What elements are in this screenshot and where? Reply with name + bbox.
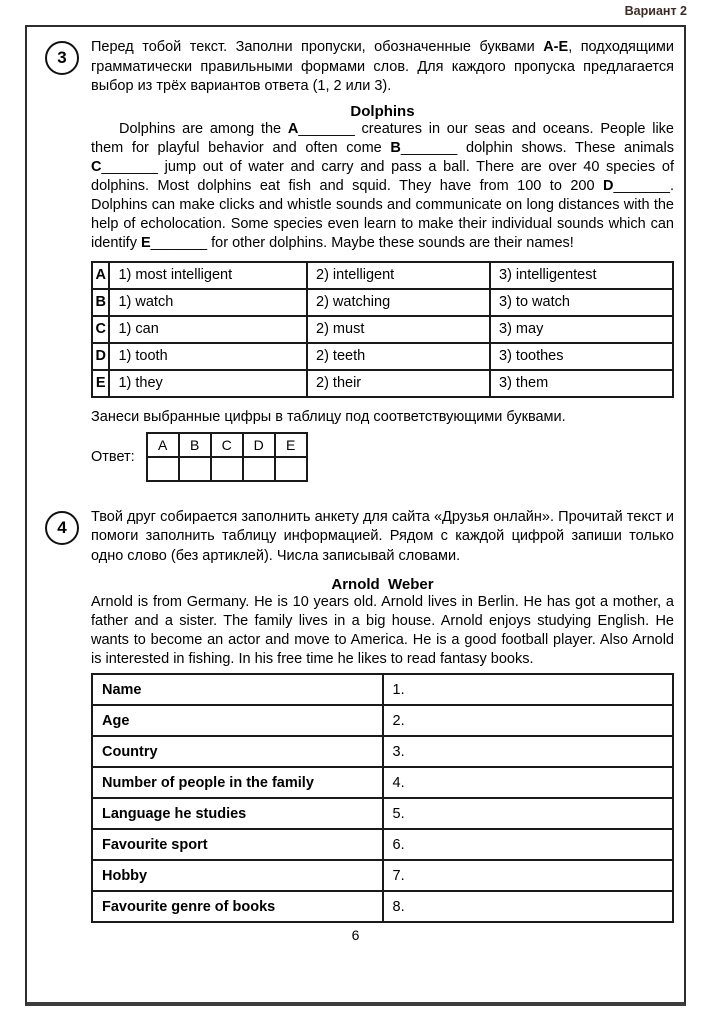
profile-number-cell: 4. — [383, 767, 674, 798]
profile-number-cell: 2. — [383, 705, 674, 736]
answer-grid — [146, 432, 308, 482]
arnold-passage: Arnold is from Germany. He is 10 years old. Arnold lives in Berlin. He has got a mother, a father and a sister. The family lives in a big house. Arnold enjoys studying English. He wants to become an actor and move to America. He is a good football player. Also Arnold is interested in fishing. In his free time he likes to read fantasy books. — [91, 594, 674, 667]
profile-number-cell: 8. — [383, 891, 674, 922]
option-letter-cell: C — [92, 316, 109, 343]
transfer-note: Занеси выбранные цифры в таблицу под соответствующими буквами. — [91, 408, 566, 425]
profile-number-cell: 3. — [383, 736, 674, 767]
answer-value-cell — [211, 457, 243, 481]
profile-number-cell: 6. — [383, 829, 674, 860]
options-row — [92, 316, 673, 343]
option-cell: 2) watching — [307, 289, 490, 316]
option-cell: 3) intelligentest — [490, 262, 673, 289]
task4-number-circle: 4 — [45, 511, 79, 545]
option-cell: 3) to watch — [490, 289, 673, 316]
options-row — [92, 343, 673, 370]
option-cell: 1) tooth — [109, 343, 307, 370]
profile-number-cell: 5. — [383, 798, 674, 829]
option-cell: 2) their — [307, 370, 490, 397]
option-letter-cell: E — [92, 370, 109, 397]
options-table — [91, 261, 674, 398]
profile-number-cell: 1. — [383, 674, 674, 705]
option-letter-cell: B — [92, 289, 109, 316]
task3-body — [91, 103, 674, 482]
option-cell: 2) must — [307, 316, 490, 343]
profile-row — [92, 829, 673, 860]
option-cell: 1) watch — [109, 289, 307, 316]
profile-table — [91, 673, 674, 923]
answer-letter-cell: C — [211, 433, 243, 457]
profile-number-cell: 7. — [383, 860, 674, 891]
profile-row — [92, 674, 673, 705]
option-cell: 3) may — [490, 316, 673, 343]
answer-letter-cell: D — [243, 433, 275, 457]
profile-label-cell: Name — [92, 674, 383, 705]
answer-label: Ответ: — [91, 448, 135, 465]
answer-value-cell — [147, 457, 179, 481]
answer-letter-cell: B — [179, 433, 211, 457]
answer-value-cell — [243, 457, 275, 481]
page-number: 6 — [351, 927, 360, 943]
task3-number-circle: 3 — [45, 41, 79, 75]
options-row — [92, 262, 673, 289]
option-cell: 2) intelligent — [307, 262, 490, 289]
options-row — [92, 289, 673, 316]
option-cell: 1) can — [109, 316, 307, 343]
answer-value-cell — [179, 457, 211, 481]
profile-row — [92, 736, 673, 767]
option-letter-cell: A — [92, 262, 109, 289]
profile-label-cell: Language he studies — [92, 798, 383, 829]
profile-label-cell: Hobby — [92, 860, 383, 891]
profile-label-cell: Number of people in the family — [92, 767, 383, 798]
option-cell: 1) most intelligent — [109, 262, 307, 289]
profile-row — [92, 705, 673, 736]
profile-row — [92, 860, 673, 891]
option-cell: 3) toothes — [490, 343, 673, 370]
answer-letter-cell: A — [147, 433, 179, 457]
option-cell: 1) they — [109, 370, 307, 397]
options-row — [92, 370, 673, 397]
task4-body — [91, 576, 674, 923]
profile-label-cell: Country — [92, 736, 383, 767]
profile-row — [92, 767, 673, 798]
option-cell: 3) them — [490, 370, 673, 397]
profile-label-cell: Favourite genre of books — [92, 891, 383, 922]
profile-label-cell: Favourite sport — [92, 829, 383, 860]
answer-section — [91, 432, 674, 482]
profile-row — [92, 891, 673, 922]
profile-row — [92, 798, 673, 829]
answer-letter-cell: E — [275, 433, 307, 457]
answer-grid-value-row — [147, 457, 307, 481]
answer-grid-header-row — [147, 433, 307, 457]
task3-instruction: Перед тобой текст. Заполни пропуски, обозначенные буквами А-Е, подходящими грамматически правильными формами слов. Для каждого пропуска предлагается выбор из трёх вариантов ответа (1, 2 или 3). — [91, 39, 675, 94]
variant-label: Вариант 2 — [624, 4, 687, 18]
worksheet-page — [25, 25, 686, 1006]
dolphins-title: Dolphins — [350, 102, 415, 120]
task3-section — [45, 38, 674, 97]
task4-instruction: Твой друг собирается заполнить анкету для сайта «Друзья онлайн». Прочитай текст и помоги заполнить таблицу информацией. Рядом с каждой цифрой запиши только одно слово (без артиклей). Числа записывай словами. — [91, 508, 674, 564]
profile-label-cell: Age — [92, 705, 383, 736]
option-cell: 2) teeth — [307, 343, 490, 370]
option-letter-cell: D — [92, 343, 109, 370]
answer-value-cell — [275, 457, 307, 481]
arnold-title: Arnold Weber — [331, 576, 434, 593]
task4-section — [45, 508, 674, 567]
dolphins-passage: Dolphins are among the A_______ creatures in our seas and oceans. People like them for playful behavior and often come B_______ dolphin shows. These animals C_______ jump out of water and carry and pass a ball. There are over 40 species of dolphins. Most dolphins eat fish and squid. They have from 100 to 200 D_______. Dolphins can make clicks and whistle sounds and communicate on long distances with the help of echolocation. Some species even learn to make their individual sounds which can identify E_______ for other dolphins. Maybe these sounds are their names! — [91, 120, 674, 251]
